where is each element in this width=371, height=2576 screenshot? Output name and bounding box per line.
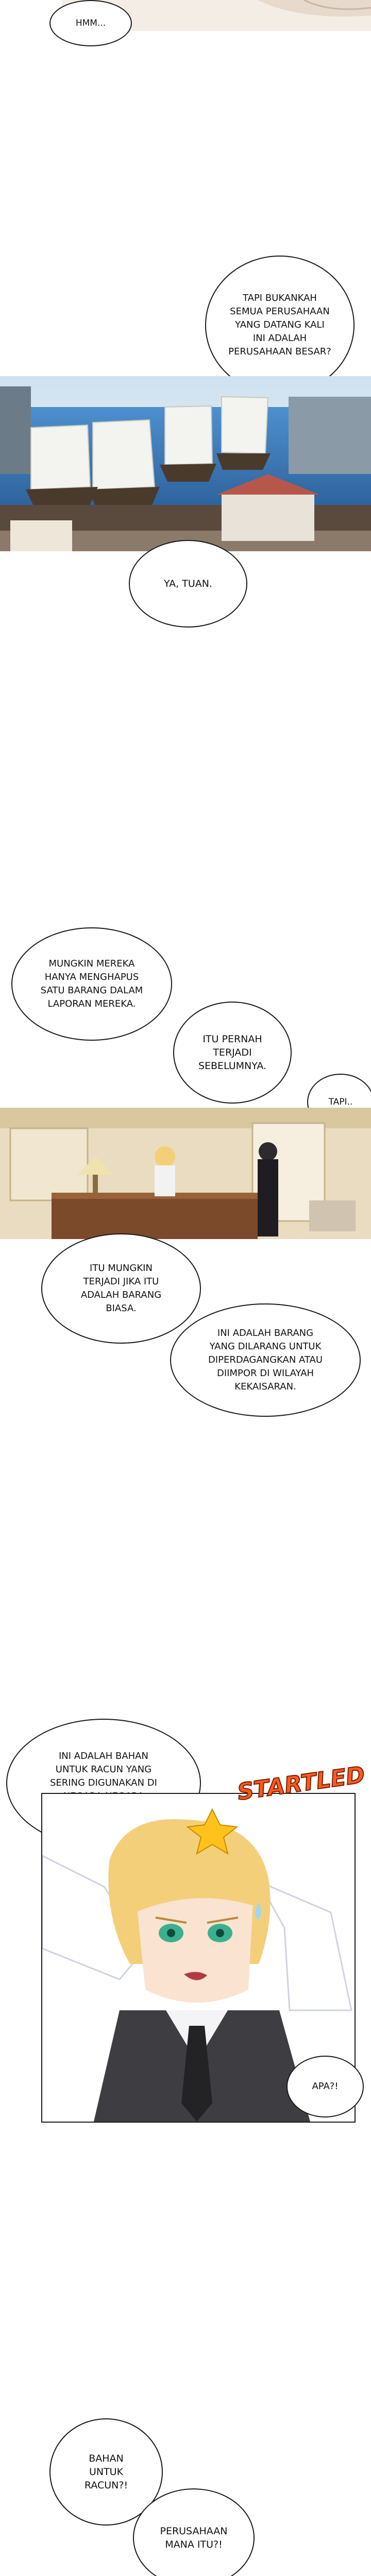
speech-bubble-dilarang: INI ADALAH BARANG YANG DILARANG UNTUK DIPERDAGANGKAN ATAU DIIMPOR DI WILAYAH KEKAISARAN. [170,1303,361,1417]
speech-bubble-ya-tuan: YA, TUAN. [129,540,247,628]
speech-bubble-hmm: HMM... [49,0,132,46]
speech-bubble-perusahaan: PERUSAHAAN MANA ITU?! [133,2488,255,2576]
sfx-startled: STARTLED [235,1761,367,1806]
speech-bubble-tapi: TAPI.. [307,1074,371,1130]
speech-bubble-apa: APA?! [286,2056,364,2117]
speech-bubble-itu-mungkin: ITU MUNGKIN TERJADI JIKA ITU ADALAH BARANG BIASA. [41,1233,201,1344]
speech-bubble-bukankah: TAPI BUKANKAH SEMUA PERUSAHAAN YANG DATANG KALI INI ADALAH PERUSAHAAN BESAR? [205,256,355,395]
speech-bubble-racun: INI ADALAH BAHAN UNTUK RACUN YANG SERING DIGUNAKAN DI [6,1719,201,1848]
speech-bubble-bahan: BAHAN UNTUK RACUN?! [49,2418,163,2526]
speech-bubble-pernah: ITU PERNAH TERJADI SEBELUMNYA. [173,1002,292,1104]
office-panel [0,1108,371,1239]
speech-bubble-mungkin: MUNGKIN MEREKA HANYA MENGHAPUS SATU BARANG DALAM LAPORAN MEREKA. [11,927,172,1041]
harbor-panel [0,376,371,551]
